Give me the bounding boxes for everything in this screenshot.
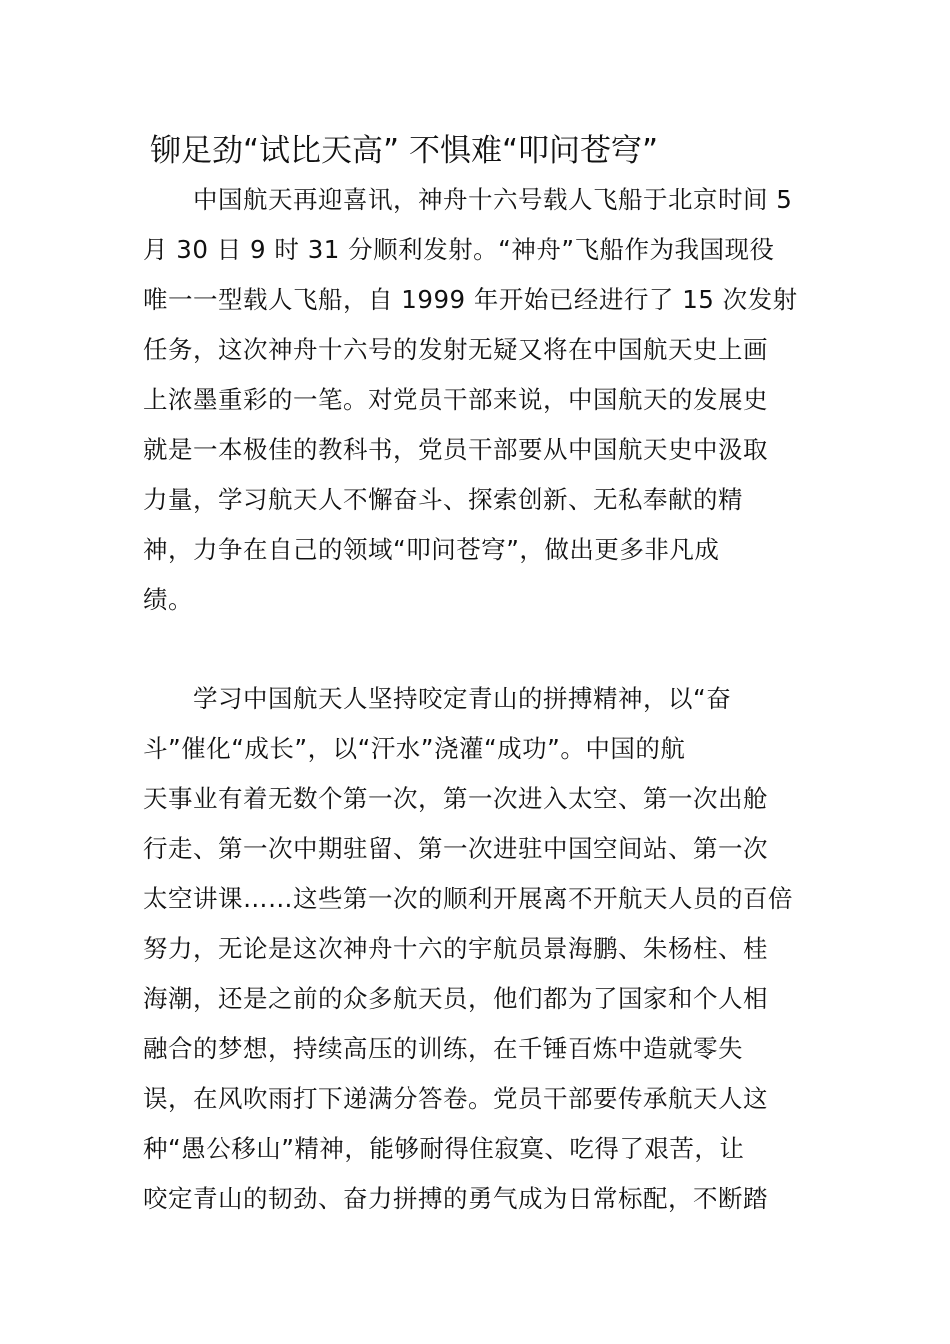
paragraph-line: 力量，学习航天人不懈奋斗、探索创新、无私奉献的精 bbox=[143, 485, 743, 514]
paragraph-line: 斗”催化“成长”，以“汗水”浇灌“成功”。中国的航 bbox=[143, 734, 686, 763]
paragraph-line: 上浓墨重彩的一笔。对党员干部来说，中国航天的发展史 bbox=[143, 385, 768, 414]
paragraph-line: 神，力争在自己的领域“叩问苍穹”，做出更多非凡成 bbox=[143, 535, 720, 564]
paragraph-1 bbox=[143, 175, 807, 625]
paragraph-2 bbox=[143, 674, 807, 1224]
paragraph-line: 中国航天再迎喜讯，神舟十六号载人飞船于北京时间 5 bbox=[193, 185, 793, 214]
paragraph-line: 任务，这次神舟十六号的发射无疑又将在中国航天史上画 bbox=[143, 335, 768, 364]
paragraph-line: 天事业有着无数个第一次，第一次进入太空、第一次出舱 bbox=[143, 784, 768, 813]
paragraph-line: 学习中国航天人坚持咬定青山的拼搏精神，以“奋 bbox=[193, 684, 732, 713]
paragraph-line: 咬定青山的韧劲、奋力拼搏的勇气成为日常标配，不断踏 bbox=[143, 1184, 768, 1213]
paragraph-line: 就是一本极佳的教科书，党员干部要从中国航天史中汲取 bbox=[143, 435, 768, 464]
paragraph-line: 绩。 bbox=[143, 585, 193, 614]
paragraph-line: 海潮，还是之前的众多航天员，他们都为了国家和个人相 bbox=[143, 984, 768, 1013]
paragraph-line: 唯一一型载人飞船，自 1999 年开始已经进行了 15 次发射 bbox=[143, 285, 798, 314]
paragraph-line: 月 30 日 9 时 31 分顺利发射。“神舟”飞船作为我国现役 bbox=[143, 235, 775, 264]
paragraph-line: 误，在风吹雨打下递满分答卷。党员干部要传承航天人这 bbox=[143, 1084, 768, 1113]
paragraph-line: 融合的梦想，持续高压的训练，在千锤百炼中造就零失 bbox=[143, 1034, 743, 1063]
paragraph-line: 太空讲课……这些第一次的顺利开展离不开航天人员的百倍 bbox=[143, 884, 793, 913]
paragraph-line: 行走、第一次中期驻留、第一次进驻中国空间站、第一次 bbox=[143, 834, 768, 863]
paragraph-line: 努力，无论是这次神舟十六的宇航员景海鹏、朱杨柱、桂 bbox=[143, 934, 768, 963]
document-title: 铆足劲“试比天高” 不惧难“叩问苍穹” bbox=[150, 133, 659, 169]
paragraph-line: 种“愚公移山”精神，能够耐得住寂寞、吃得了艰苦，让 bbox=[143, 1134, 745, 1163]
